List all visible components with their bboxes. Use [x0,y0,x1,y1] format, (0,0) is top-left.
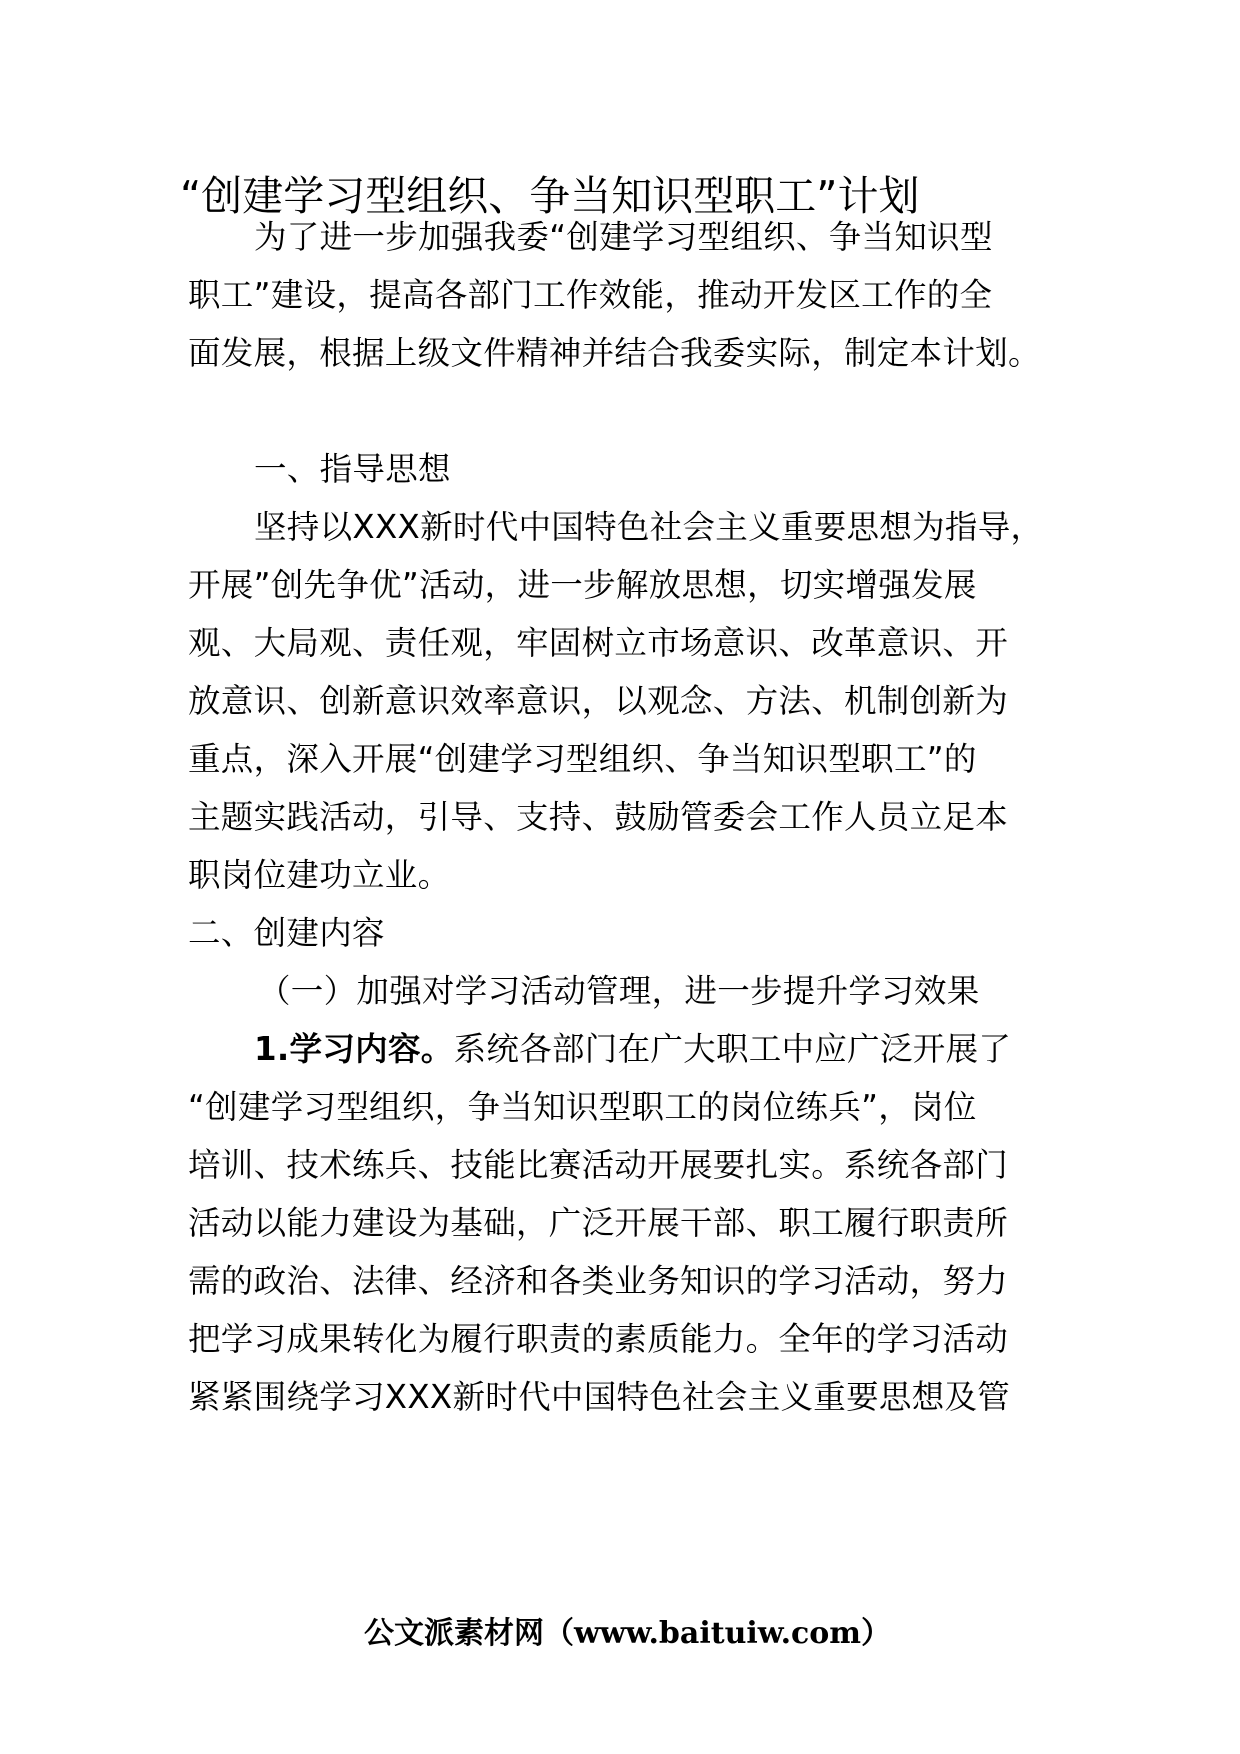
item1-line: 紧紧围绕学习XXX新时代中国特色社会主义重要思想及管 [188,1378,1011,1416]
section1-line: 放意识、创新意识效率意识，以观念、方法、机制创新为 [188,682,1009,720]
section1-heading: 一、指导思想 [254,450,451,488]
item1-line: 把学习成果转化为履行职责的素质能力。全年的学习活动 [188,1320,1009,1358]
intro-line: 职工”建设，提高各部门工作效能，推动开发区工作的全 [188,276,993,314]
section1-line: 职岗位建功立业。 [188,856,451,894]
section2-heading: 二、创建内容 [188,914,385,952]
item1-line: 培训、技术练兵、技能比赛活动开展要扎实。系统各部门 [188,1146,1009,1184]
section1-line: 观、大局观、责任观，牢固树立市场意识、改革意识、开 [188,624,1009,662]
section2-subheading: （一）加强对学习活动管理，进一步提升学习效果 [258,972,980,1010]
section1-line: 重点，深入开展“创建学习型组织、争当知识型职工”的 [188,740,977,778]
item1-line: 需的政治、法律、经济和各类业务知识的学习活动，努力 [188,1262,1009,1300]
item1-first-line [254,1026,1011,1072]
section1-line: 主题实践活动，引导、支持、鼓励管委会工作人员立足本 [188,798,1009,836]
item1-line: “创建学习型组织，争当知识型职工的岗位练兵”，岗位 [188,1088,977,1126]
item1-line: 活动以能力建设为基础，广泛开展干部、职工履行职责所 [188,1204,1009,1242]
section1-line: 开展”创先争优”活动，进一步解放思想，切实增强发展 [188,566,977,604]
intro-line: 为了进一步加强我委“创建学习型组织、争当知识型 [254,218,993,256]
item1-label: 1.学习内容。 [254,1030,454,1068]
footer-watermark: 公文派素材网（www.baituiw.com） [364,1616,892,1651]
item1-first-text: 系统各部门在广大职工中应广泛开展了 [453,1030,1012,1068]
document-title: “创建学习型组织、争当知识型职工”计划 [180,172,920,220]
section1-line: 坚持以XXX新时代中国特色社会主义重要思想为指导， [254,508,1044,546]
intro-line: 面发展，根据上级文件精神并结合我委实际，制定本计划。 [188,334,1041,372]
